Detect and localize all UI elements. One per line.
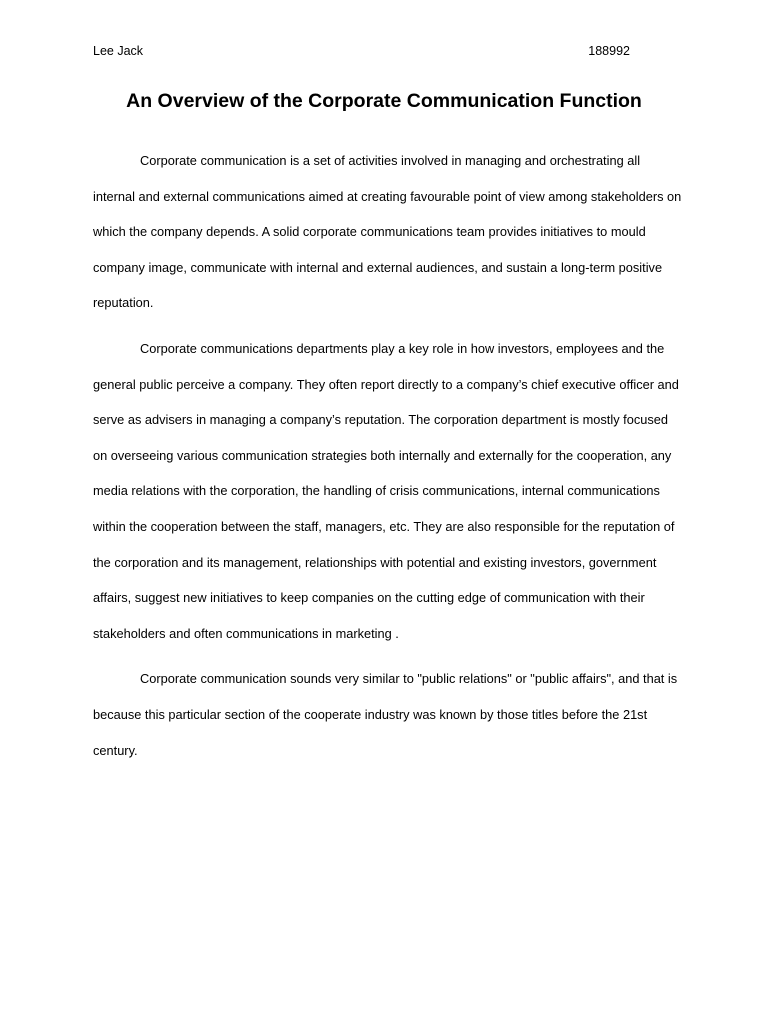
document-body	[93, 143, 683, 768]
author-name: Lee Jack	[93, 44, 144, 58]
page-header	[93, 42, 630, 60]
paragraph-1: Corporate communication is a set of activities involved in managing and orchestrating all internal and external communications aimed at creating favourable point of view among stakeholders on which the company depends. A solid corporate communications team provides initiatives to mould company image, communicate with internal and external audiences, and sustain a long-term positive reputation.	[93, 153, 682, 311]
student-id: 188992	[588, 44, 630, 58]
document-title: An Overview of the Corporate Communication Function	[126, 90, 642, 112]
paragraph-3: Corporate communication sounds very similar to "public relations" or "public affairs", and that is because this particular section of the cooperate industry was known by those titles before the 21st century.	[93, 671, 678, 758]
paragraph-2: Corporate communications departments play a key role in how investors, employees and the general public perceive a company. They often report directly to a company’s chief executive officer and serve as advisers in managing a company’s reputation. The corporation department is mostly focused on overseeing various communication strategies both internally and externally for the cooperation, any media relations with the corporation, the handling of crisis communications, internal communications within the cooperation between the staff, managers, etc. They are also responsible for the reputation of the corporation and its management, relationships with potential and existing investors, government affairs, suggest new initiatives to keep companies on the cutting edge of communication with their stakeholders and often communications in marketing .	[93, 340, 679, 641]
